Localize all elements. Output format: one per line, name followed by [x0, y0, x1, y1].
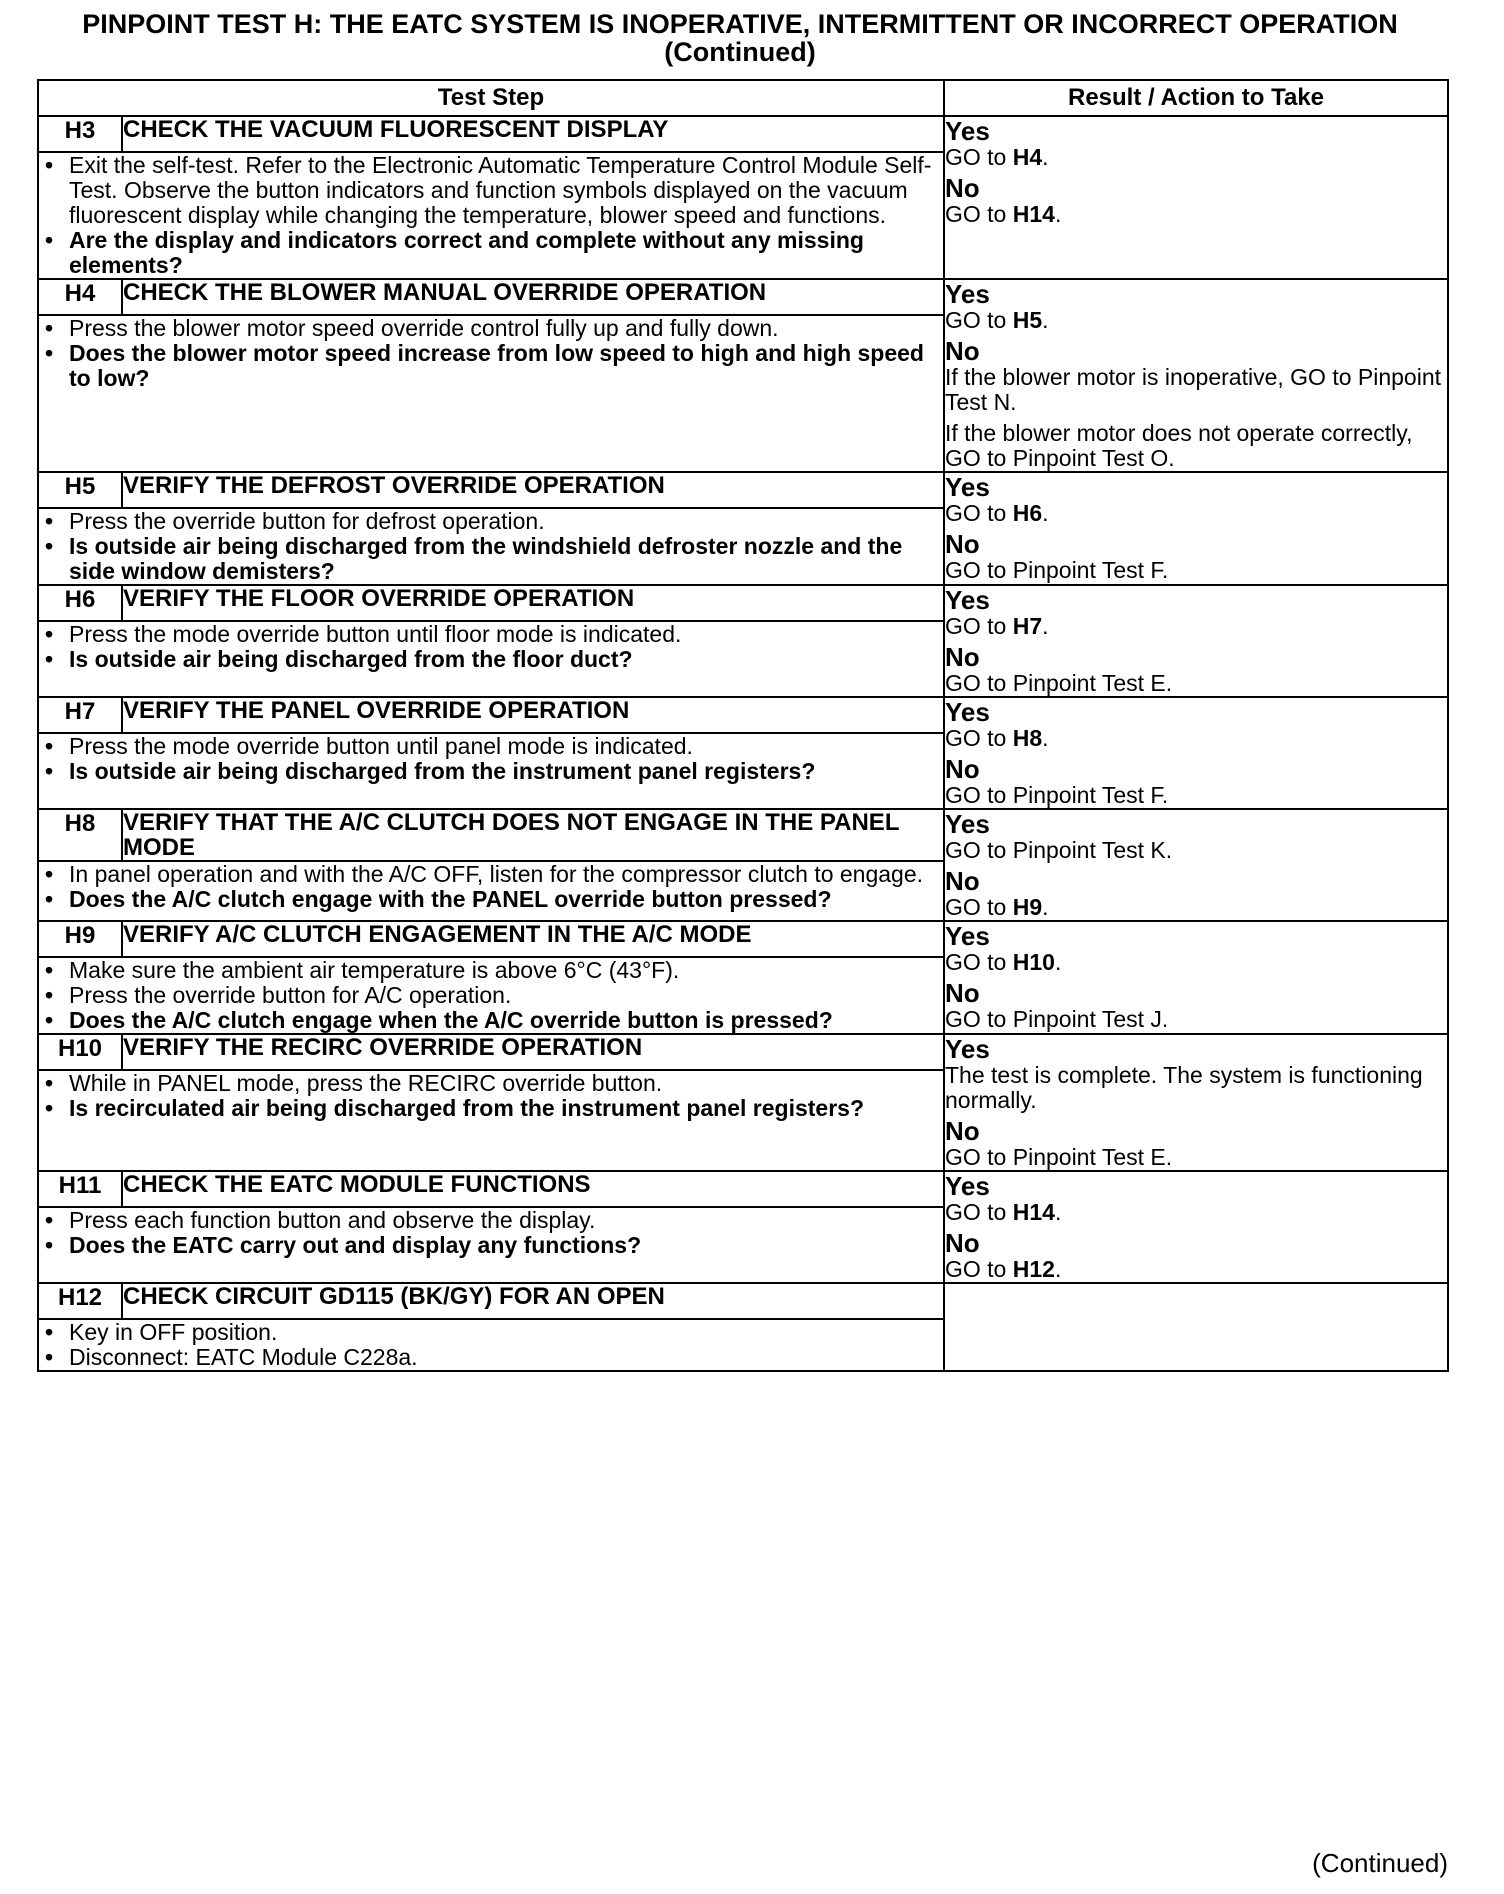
result-yes-label: Yes	[945, 809, 990, 839]
instruction-item: • Exit the self-test. Refer to the Electronic Automatic Temperature Control Module Self-Test. Observe the button indicators and function symbols displayed on the vacuum fluorescent display while changing the temperature, blower speed and functions.	[39, 153, 943, 228]
step-title: VERIFY THE RECIRC OVERRIDE OPERATION	[122, 1034, 944, 1070]
result-yes-label: Yes	[945, 921, 990, 951]
step-title: CHECK THE BLOWER MANUAL OVERRIDE OPERATION	[122, 279, 944, 315]
step-reference: H14	[1012, 1199, 1055, 1225]
instruction-item: • Disconnect: EATC Module C228a.	[39, 1345, 943, 1370]
result-yes-label: Yes	[945, 472, 990, 502]
step-instructions	[38, 315, 944, 472]
instruction-item: • Press each function button and observe the display.	[39, 1208, 943, 1233]
action-text: GO to	[945, 1199, 1013, 1225]
instruction-list	[39, 316, 943, 391]
action-text: GO to	[945, 613, 1013, 639]
instruction-list	[39, 1208, 943, 1258]
result-no-label: No	[945, 336, 980, 366]
instruction-question: • Does the blower motor speed increase from low speed to high and high speed to low?	[39, 341, 943, 391]
result-action-text	[945, 202, 1447, 227]
result-action-text	[945, 614, 1447, 639]
step-title-row	[38, 585, 1448, 621]
step-reference: H6	[1012, 500, 1043, 526]
step-instructions	[38, 861, 944, 921]
table-header-row	[38, 80, 1448, 116]
title-line-2: (Continued)	[664, 37, 816, 67]
step-result-cell	[944, 809, 1448, 921]
step-reference: H8	[1012, 725, 1043, 751]
result-action-text	[945, 308, 1447, 333]
step-result-cell	[944, 472, 1448, 585]
step-id: H7	[38, 697, 122, 733]
action-text: GO to	[945, 1256, 1013, 1282]
step-id: H5	[38, 472, 122, 508]
instruction-item: • Key in OFF position.	[39, 1320, 943, 1345]
action-text: GO to Pinpoint Test E.	[945, 670, 1173, 696]
step-reference: H4	[1012, 144, 1043, 170]
step-title-row	[38, 1283, 1448, 1319]
step-id: H9	[38, 921, 122, 957]
step-id: H8	[38, 809, 122, 861]
result-no-label: No	[945, 978, 980, 1008]
step-instructions	[38, 1070, 944, 1171]
result-yes-label: Yes	[945, 1034, 990, 1064]
instruction-item: • Press the override button for defrost operation.	[39, 509, 943, 534]
step-instructions	[38, 1207, 944, 1283]
action-text: The test is complete. The system is functioning normally.	[945, 1062, 1423, 1113]
instruction-item: • Press the mode override button until floor mode is indicated.	[39, 622, 943, 647]
instruction-list	[39, 153, 943, 278]
result-action-text	[945, 895, 1447, 920]
step-instructions	[38, 508, 944, 585]
footer-continued: (Continued)	[1312, 1848, 1448, 1878]
result-no-label: No	[945, 529, 980, 559]
title-line-1: PINPOINT TEST H: THE EATC SYSTEM IS INOPERATIVE, INTERMITTENT OR INCORRECT OPERATION	[82, 9, 1398, 39]
instruction-item: • Press the blower motor speed override control fully up and fully down.	[39, 316, 943, 341]
instruction-item: • Press the mode override button until panel mode is indicated.	[39, 734, 943, 759]
action-end: .	[1054, 201, 1062, 227]
step-id: H6	[38, 585, 122, 621]
action-end: .	[1042, 894, 1049, 920]
header-test-step: Test Step	[38, 80, 944, 116]
action-end: .	[1042, 613, 1049, 639]
result-no-label: No	[945, 642, 980, 672]
instruction-item: • In panel operation and with the A/C OFF, listen for the compressor clutch to engage.	[39, 862, 943, 887]
instruction-question: • Is outside air being discharged from the windshield defroster nozzle and the side window demisters?	[39, 534, 943, 584]
step-id: H4	[38, 279, 122, 315]
result-yes-label: Yes	[945, 279, 990, 309]
instruction-list	[39, 509, 943, 584]
step-instructions	[38, 733, 944, 809]
action-end: .	[1042, 500, 1049, 526]
step-result-cell	[944, 116, 1448, 279]
step-title: VERIFY THE FLOOR OVERRIDE OPERATION	[122, 585, 944, 621]
action-text: If the blower motor is inoperative, GO to Pinpoint Test N.	[945, 364, 1442, 415]
step-title-row	[38, 116, 1448, 152]
result-action-text	[945, 783, 1447, 808]
action-text: GO to	[945, 500, 1013, 526]
step-id: H3	[38, 116, 122, 152]
step-reference: H10	[1012, 949, 1055, 975]
step-result-cell	[944, 279, 1448, 472]
step-title: VERIFY A/C CLUTCH ENGAGEMENT IN THE A/C MODE	[122, 921, 944, 957]
step-title-row	[38, 809, 1448, 861]
instruction-question: • Does the EATC carry out and display any functions?	[39, 1233, 943, 1258]
step-reference: H9	[1012, 894, 1043, 920]
step-instructions	[38, 621, 944, 697]
instruction-list	[39, 1320, 943, 1370]
instruction-question: • Does the A/C clutch engage with the PANEL override button pressed?	[39, 887, 943, 912]
instruction-list	[39, 862, 943, 912]
step-instructions	[38, 957, 944, 1034]
result-no-label: No	[945, 1228, 980, 1258]
instruction-item: • Make sure the ambient air temperature is above 6°C (43°F).	[39, 958, 943, 983]
step-result-cell	[944, 697, 1448, 809]
instruction-question: • Is recirculated air being discharged from the instrument panel registers?	[39, 1096, 943, 1121]
step-instructions	[38, 1319, 944, 1371]
instruction-item: • While in PANEL mode, press the RECIRC override button.	[39, 1071, 943, 1096]
instruction-list	[39, 958, 943, 1033]
step-title-row	[38, 279, 1448, 315]
step-id: H12	[38, 1283, 122, 1319]
result-action-text	[945, 838, 1447, 863]
result-action-text	[945, 501, 1447, 526]
instruction-question: • Does the A/C clutch engage when the A/C override button is pressed?	[39, 1008, 943, 1033]
action-text: GO to	[945, 949, 1013, 975]
action-text: GO to Pinpoint Test K.	[945, 837, 1173, 863]
result-yes-label: Yes	[945, 585, 990, 615]
action-end: .	[1042, 144, 1049, 170]
result-no-label: No	[945, 754, 980, 784]
step-result-cell	[944, 1283, 1448, 1371]
page-title	[0, 10, 1480, 66]
result-action-text	[945, 421, 1447, 471]
result-yes-label: Yes	[945, 1171, 990, 1201]
action-text: GO to	[945, 201, 1013, 227]
step-result-cell	[944, 921, 1448, 1034]
step-title-row	[38, 697, 1448, 733]
step-title: CHECK THE EATC MODULE FUNCTIONS	[122, 1171, 944, 1207]
result-no-label: No	[945, 173, 980, 203]
result-action-text	[945, 558, 1447, 583]
step-result-cell	[944, 585, 1448, 697]
pinpoint-test-table	[37, 79, 1449, 1372]
result-action-text	[945, 1145, 1447, 1170]
step-reference: H5	[1012, 307, 1043, 333]
result-action-text	[945, 145, 1447, 170]
instruction-list	[39, 1071, 943, 1121]
action-end: .	[1054, 1199, 1062, 1225]
action-end: .	[1042, 307, 1049, 333]
result-no-label: No	[945, 1116, 980, 1146]
result-action-text	[945, 365, 1447, 415]
step-title-row	[38, 472, 1448, 508]
step-instructions	[38, 152, 944, 279]
result-action-text	[945, 1007, 1447, 1032]
action-end: .	[1054, 949, 1062, 975]
step-title-row	[38, 1171, 1448, 1207]
step-id: H11	[38, 1171, 122, 1207]
step-title: VERIFY THE PANEL OVERRIDE OPERATION	[122, 697, 944, 733]
step-result-cell	[944, 1034, 1448, 1171]
action-text: GO to	[945, 725, 1013, 751]
step-title-row	[38, 1034, 1448, 1070]
action-text: GO to	[945, 894, 1013, 920]
step-title: CHECK THE VACUUM FLUORESCENT DISPLAY	[122, 116, 944, 152]
step-title: VERIFY THAT THE A/C CLUTCH DOES NOT ENGAGE IN THE PANEL MODE	[122, 809, 944, 861]
action-text: GO to	[945, 144, 1013, 170]
action-text: GO to	[945, 307, 1013, 333]
step-id: H10	[38, 1034, 122, 1070]
result-action-text	[945, 1257, 1447, 1282]
action-text: GO to Pinpoint Test E.	[945, 1144, 1173, 1170]
result-action-text	[945, 950, 1447, 975]
instruction-question: • Is outside air being discharged from the instrument panel registers?	[39, 759, 943, 784]
result-action-text	[945, 726, 1447, 751]
instruction-question: • Are the display and indicators correct and complete without any missing elements?	[39, 228, 943, 278]
step-reference: H12	[1012, 1256, 1055, 1282]
header-result-action: Result / Action to Take	[944, 80, 1448, 116]
result-no-label: No	[945, 866, 980, 896]
step-title: CHECK CIRCUIT GD115 (BK/GY) FOR AN OPEN	[122, 1283, 944, 1319]
step-title-row	[38, 921, 1448, 957]
instruction-list	[39, 622, 943, 672]
instruction-list	[39, 734, 943, 784]
step-result-cell	[944, 1171, 1448, 1283]
result-yes-label: Yes	[945, 697, 990, 727]
action-end: .	[1054, 1256, 1062, 1282]
action-end: .	[1042, 725, 1049, 751]
step-reference: H7	[1012, 613, 1043, 639]
table-body	[38, 116, 1448, 1371]
result-yes-label: Yes	[945, 116, 990, 146]
action-text: If the blower motor does not operate correctly, GO to Pinpoint Test O.	[945, 420, 1413, 471]
result-action-text	[945, 1063, 1447, 1113]
action-text: GO to Pinpoint Test F.	[945, 557, 1169, 583]
action-text: GO to Pinpoint Test J.	[945, 1006, 1169, 1032]
action-text: GO to Pinpoint Test F.	[945, 782, 1169, 808]
instruction-question: • Is outside air being discharged from the floor duct?	[39, 647, 943, 672]
step-title: VERIFY THE DEFROST OVERRIDE OPERATION	[122, 472, 944, 508]
result-action-text	[945, 1200, 1447, 1225]
step-reference: H14	[1012, 201, 1055, 227]
instruction-item: • Press the override button for A/C operation.	[39, 983, 943, 1008]
result-action-text	[945, 671, 1447, 696]
